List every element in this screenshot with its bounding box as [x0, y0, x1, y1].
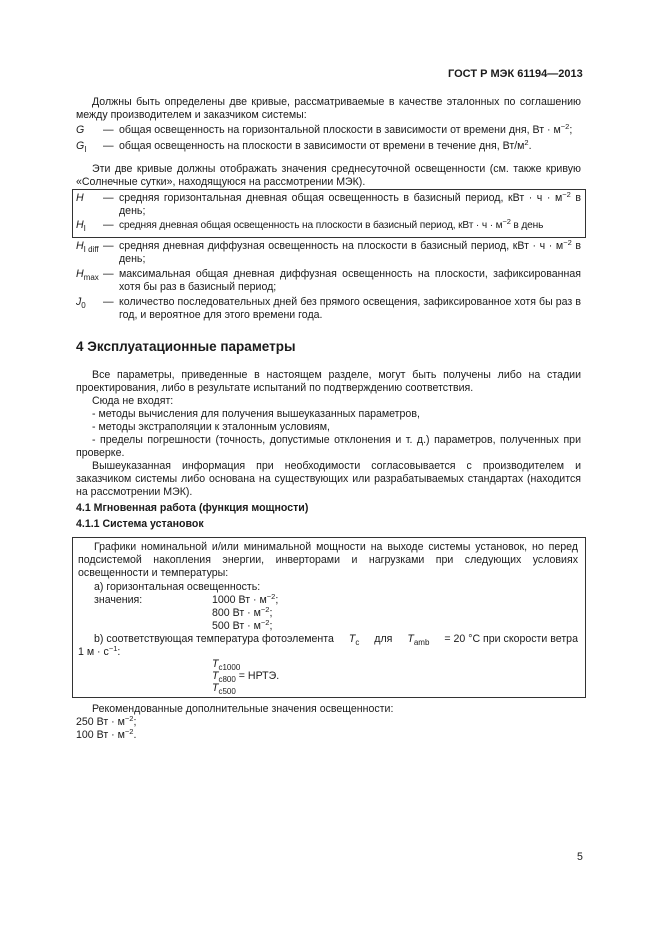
irradiance-value: 1000 Вт · $м^{-2}$;	[212, 592, 279, 606]
hi-diff-definition: средняя дневная диффузная освещенность на плоскости в базисный период, кВт · $ч \cdot м^{-2}$ в день;	[119, 238, 581, 265]
symbol-hi-diff: $H_{I diff}$	[76, 240, 99, 254]
conditions-intro: Графики номинальной и/или минимальной мощности на выходе системы установок, но перед подсистемой накопления энергии, инверторами и нагрузками при следующих условиях освещенности и температуры:	[78, 541, 578, 579]
irradiance-value: 800 Вт · $м^{-2}$;	[212, 605, 273, 619]
temperature-symbol: $T_{c800}$ = НРТЭ.	[212, 670, 280, 685]
symbol-hmax: $H_{max}$	[76, 268, 99, 282]
dash: —	[103, 296, 114, 308]
section-4-1-1-heading: 4.1.1 Система установок	[76, 518, 204, 530]
list-item: - методы вычисления для получения вышеуказанных параметров,	[92, 408, 420, 420]
j0-definition: количество последовательных дней без прямого освещения, зафиксированное хотя бы раз в год, и вероятное для этого времени года.	[119, 296, 581, 321]
list-item: - пределы погрешности (точность, допустимые отклонения и т. д.) параметров, полученных при проверке.	[76, 434, 581, 459]
hi-definition: средняя дневная общая освещенность на плоскости в базисный период, кВт · $ч \cdot м^{-2}$ в день	[119, 217, 544, 231]
h-definition: средняя горизонтальная дневная общая освещенность в базисный период, кВт · $ч \cdot м^{-2}$ в день;	[119, 190, 581, 217]
section-4-heading: 4 Эксплуатационные параметры	[76, 339, 296, 354]
symbol-hi: $H_I$	[76, 219, 86, 233]
horizontal-irradiance-label: а) горизонтальная освещенность:	[94, 581, 261, 593]
wind-speed: 1 $м \cdot с^{-1}$:	[78, 644, 121, 658]
cell-temperature-line: b) соответствующая температура фотоэлемента $T_c$ для $T_{amb}$ = 20 °С при скорости ветра	[94, 633, 578, 648]
curve-g-definition: общая освещенность на горизонтальной плоскости в зависимости от времени дня, Вт · $м^{-2}$;	[119, 122, 573, 136]
dash: —	[103, 219, 114, 231]
section-4-paragraph-2: Сюда не входят:	[92, 395, 174, 407]
dash: —	[103, 140, 114, 152]
recommended-value: 100 Вт · $м^{-2}$.	[76, 727, 137, 741]
intro-paragraph: Должны быть определены две кривые, рассматриваемые в качестве эталонных по соглашению между производителем и заказчиком системы:	[76, 96, 581, 121]
recommended-value: 250 Вт · $м^{-2}$;	[76, 714, 137, 728]
list-item: - методы экстраполяции к эталонным условиям,	[92, 421, 330, 433]
symbol-g: G	[76, 124, 85, 136]
display-paragraph: Эти две кривые должны отображать значения среднесуточной освещенности (см. также кривую «Солнечные сутки», находящуюся на рассмотрении МЭК).	[76, 163, 581, 188]
dash: —	[103, 268, 114, 280]
section-4-paragraph-3: Вышеуказанная информация при необходимости согласовывается с производителем и заказчиком системы либо основана на существующих или разрабатываемых стандартах (находится на рассмотрении МЭК).	[76, 460, 581, 498]
dash: —	[103, 192, 114, 204]
hmax-definition: максимальная общая дневная диффузная освещенность на плоскости, зафиксированная хотя бы раз в базисный период;	[119, 268, 581, 293]
symbol-gi: $G_I$	[76, 140, 87, 154]
symbol-h: H	[76, 192, 84, 204]
recommended-label: Рекомендованные дополнительные значения освещенности:	[92, 703, 394, 715]
values-label: значения:	[94, 594, 143, 606]
dash: —	[103, 240, 114, 252]
dash: —	[103, 124, 114, 136]
section-4-paragraph-1: Все параметры, приведенные в настоящем разделе, могут быть получены либо на стадии проектирования, либо в результате испытаний по подтверждению соответствия.	[76, 369, 581, 394]
page-number: 5	[577, 851, 583, 863]
symbol-j0: $J_0$	[76, 296, 86, 310]
document-header: ГОСТ Р МЭК 61194—2013	[448, 68, 583, 80]
curve-gi-definition: общая освещенность на плоскости в зависимости от времени в течение дня, $Вт/м^2$.	[119, 138, 532, 152]
temperature-symbol: $T_{c1000}$	[212, 658, 241, 673]
irradiance-value: 500 Вт · $м^{-2}$;	[212, 618, 273, 632]
temperature-symbol: $T_{c500}$	[212, 682, 236, 697]
section-4-1-heading: 4.1 Мгновенная работа (функция мощности)	[76, 502, 309, 514]
